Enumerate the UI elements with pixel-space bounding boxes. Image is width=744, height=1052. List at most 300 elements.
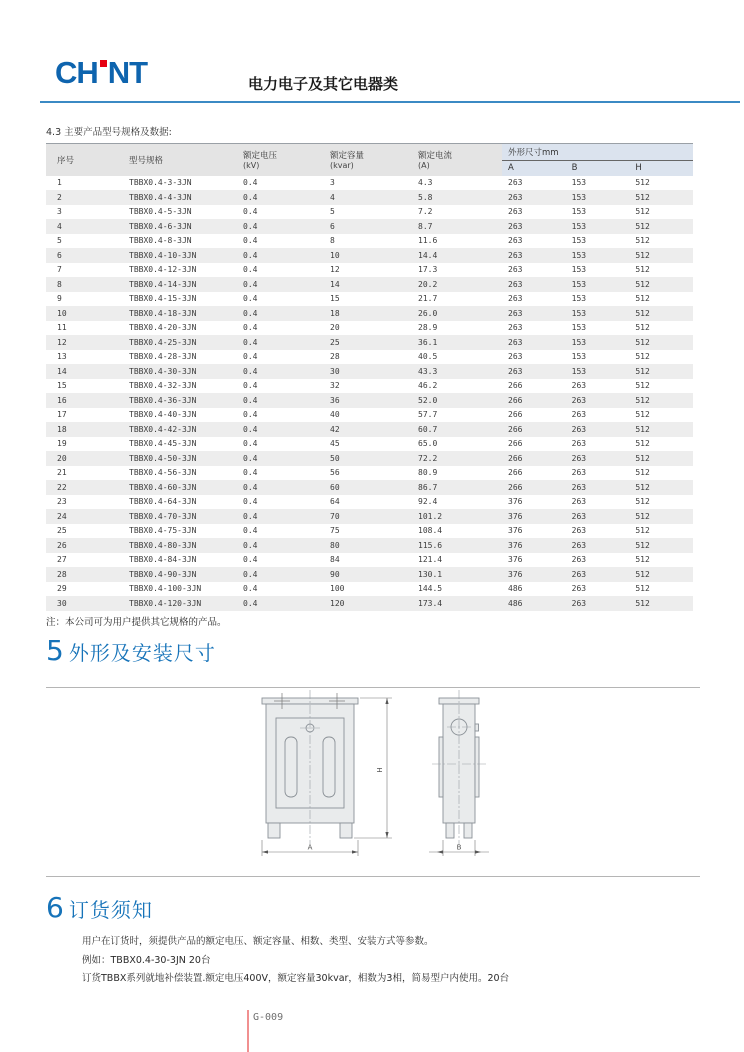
table-cell: 0.4 (240, 190, 327, 205)
table-cell: 512 (635, 236, 650, 246)
table-cell: 512 (635, 323, 650, 333)
table-row (46, 480, 693, 495)
table-cell: 0.4 (243, 323, 258, 333)
table-cell: 153 (571, 294, 587, 304)
table-cell: 30 (327, 364, 415, 379)
table-cell: 376 (508, 526, 523, 536)
table-row (46, 277, 693, 292)
table-cell: TBBX0.4-32-3JN (129, 381, 197, 391)
col-header-current-unit: (A) (418, 161, 430, 171)
table-cell: 153 (566, 306, 630, 321)
table-cell: 263 (571, 526, 587, 536)
table-cell: 512 (629, 451, 693, 466)
table-cell: 263 (508, 265, 523, 275)
col-header-voltage (240, 144, 327, 176)
table-cell: 100 (330, 584, 345, 594)
table-cell: TBBX0.4-4-3JN (125, 190, 240, 205)
table-cell: 0.4 (243, 265, 258, 275)
table-cell: 28 (330, 352, 340, 362)
table-cell: 512 (629, 567, 693, 582)
front-foot-right (340, 823, 352, 838)
table-cell: 512 (629, 219, 693, 234)
table-cell: 153 (571, 352, 587, 362)
table-cell: 263 (502, 190, 566, 205)
table-cell: 90 (327, 567, 415, 582)
table-cell: 12 (46, 335, 125, 350)
table-cell: 512 (635, 584, 650, 594)
table-cell: 18 (327, 306, 415, 321)
section6-title: 订货须知 (68, 898, 153, 922)
table-cell: 512 (629, 538, 693, 553)
table-cell: 512 (635, 468, 650, 478)
table-row (46, 553, 693, 568)
table-cell: TBBX0.4-60-3JN (125, 480, 240, 495)
side-flange-left (439, 737, 443, 797)
table-cell: 153 (566, 277, 630, 292)
table-cell: 512 (629, 596, 693, 611)
dim-label-b: B (456, 843, 462, 852)
table-cell: 3 (57, 207, 62, 217)
table-cell: 263 (502, 335, 566, 350)
table-cell: TBBX0.4-18-3JN (125, 306, 240, 321)
table-cell: 4.3 (418, 178, 433, 188)
table-cell: 14.4 (415, 248, 502, 263)
table-row (46, 379, 693, 394)
table-cell: 27 (57, 555, 67, 565)
table-cell: TBBX0.4-100-3JN (129, 584, 202, 594)
table-cell: 5 (330, 207, 335, 217)
table-cell: 0.4 (240, 335, 327, 350)
table-cell: 22 (46, 480, 125, 495)
table-cell: 12 (330, 265, 340, 275)
col-header-model: 型号规格 (125, 144, 240, 176)
table-cell: 46.2 (418, 381, 438, 391)
table-cell: 42 (327, 422, 415, 437)
table-cell: 18 (46, 422, 125, 437)
table-cell: 23 (57, 497, 67, 507)
table-cell: 10 (327, 248, 415, 263)
table-cell: 512 (635, 381, 650, 391)
spec-table (46, 143, 693, 611)
table-row (46, 205, 693, 220)
spec-table-body (46, 176, 693, 611)
table-cell: 263 (502, 277, 566, 292)
table-cell: TBBX0.4-40-3JN (129, 410, 197, 420)
page-code: G-009 (253, 1012, 284, 1023)
table-cell: 21.7 (418, 294, 438, 304)
table-cell: 263 (502, 248, 566, 263)
table-cell: 40.5 (418, 352, 438, 362)
table-cell: 0.4 (243, 381, 258, 391)
table-cell: TBBX0.4-15-3JN (129, 294, 197, 304)
table-row (46, 524, 693, 539)
table-cell: 144.5 (418, 584, 443, 594)
table-cell: 43.3 (415, 364, 502, 379)
table-cell: 0.4 (240, 480, 327, 495)
table-cell: 0.4 (240, 364, 327, 379)
table-cell: TBBX0.4-120-3JN (125, 596, 240, 611)
table-cell: TBBX0.4-28-3JN (129, 352, 197, 362)
table-cell: 11 (57, 323, 67, 333)
category-title: 电力电子及其它电器类 (248, 75, 399, 93)
table-cell: 8 (46, 277, 125, 292)
table-cell: 512 (635, 207, 650, 217)
table-cell: 266 (508, 381, 523, 391)
table-cell: 84 (330, 555, 340, 565)
section6-divider (46, 876, 700, 877)
side-flange-right (475, 737, 479, 797)
table-cell: 7.2 (418, 207, 433, 217)
table-cell: 0.4 (243, 555, 258, 565)
footer-red-line (247, 1010, 249, 1052)
table-cell: 0.4 (243, 207, 258, 217)
ordering-notes (82, 933, 509, 989)
table-cell: 263 (566, 596, 630, 611)
table-row (46, 219, 693, 234)
table-cell: 263 (566, 393, 630, 408)
table-cell: 0.4 (240, 567, 327, 582)
table-cell: 15 (330, 294, 340, 304)
table-cell: TBBX0.4-90-3JN (125, 567, 240, 582)
table-cell: 512 (635, 294, 650, 304)
table-cell: 263 (502, 219, 566, 234)
table-cell: 52.0 (415, 393, 502, 408)
table-cell: 0.4 (240, 219, 327, 234)
table-cell: 130.1 (415, 567, 502, 582)
table-cell: 0.4 (243, 584, 258, 594)
table-cell: TBBX0.4-14-3JN (125, 277, 240, 292)
table-cell: TBBX0.4-50-3JN (125, 451, 240, 466)
table-cell: 0.4 (240, 509, 327, 524)
table-cell: 0.4 (240, 277, 327, 292)
table-cell: TBBX0.4-36-3JN (125, 393, 240, 408)
table-cell: 14 (46, 364, 125, 379)
section5-number: 5 (46, 634, 64, 667)
table-cell: 263 (566, 422, 630, 437)
header-divider (40, 101, 740, 103)
table-cell: TBBX0.4-45-3JN (129, 439, 197, 449)
table-cell: 36 (327, 393, 415, 408)
table-cell: 512 (635, 526, 650, 536)
table-cell: 115.6 (415, 538, 502, 553)
table-cell: 153 (571, 323, 587, 333)
table-cell: 376 (502, 538, 566, 553)
table-cell: 512 (629, 306, 693, 321)
table-cell: 19 (57, 439, 67, 449)
section4-note: 注：本公司可为用户提供其它规格的产品。 (46, 617, 227, 628)
table-cell: 153 (566, 190, 630, 205)
table-cell: 0.4 (240, 306, 327, 321)
table-cell: 263 (508, 352, 523, 362)
table-cell: TBBX0.4-30-3JN (125, 364, 240, 379)
table-cell: 376 (502, 567, 566, 582)
table-cell: 4 (327, 190, 415, 205)
table-row (46, 393, 693, 408)
table-cell: 512 (635, 178, 650, 188)
table-row (46, 350, 693, 365)
front-foot-left (268, 823, 280, 838)
table-row (46, 422, 693, 437)
table-cell: 376 (508, 555, 523, 565)
table-cell: 263 (508, 207, 523, 217)
table-cell: 263 (502, 306, 566, 321)
table-cell: 32 (330, 381, 340, 391)
table-cell: 75 (330, 526, 340, 536)
chint-logo (55, 55, 148, 90)
section5-title: 外形及安装尺寸 (68, 641, 216, 665)
table-cell: 24 (46, 509, 125, 524)
table-cell: 92.4 (418, 497, 438, 507)
table-cell: 13 (57, 352, 67, 362)
table-cell: 153 (571, 178, 587, 188)
table-cell: TBBX0.4-25-3JN (125, 335, 240, 350)
outline-dimension-drawing (220, 688, 540, 872)
table-cell: 263 (566, 509, 630, 524)
table-cell: 263 (508, 323, 523, 333)
table-cell: 263 (571, 555, 587, 565)
table-cell: 56 (330, 468, 340, 478)
table-cell: 512 (629, 335, 693, 350)
table-cell: 0.4 (240, 596, 327, 611)
table-row (46, 292, 693, 307)
table-cell: 0.4 (243, 178, 258, 188)
table-row (46, 451, 693, 466)
table-cell: 25 (327, 335, 415, 350)
table-cell: 512 (635, 497, 650, 507)
table-cell: 36.1 (415, 335, 502, 350)
table-cell: 0.4 (243, 526, 258, 536)
table-cell: 153 (571, 207, 587, 217)
table-cell: 263 (571, 497, 587, 507)
table-cell: 153 (571, 236, 587, 246)
table-cell: 263 (566, 538, 630, 553)
col-header-capacity-label: 额定容量 (330, 151, 365, 162)
table-row (46, 364, 693, 379)
table-cell: 11.6 (418, 236, 438, 246)
table-cell: 16 (46, 393, 125, 408)
table-row (46, 335, 693, 350)
table-cell: 8.7 (415, 219, 502, 234)
table-cell: 14 (327, 277, 415, 292)
section6-number: 6 (46, 891, 64, 924)
table-cell: 0.4 (240, 393, 327, 408)
table-cell: 486 (502, 596, 566, 611)
table-cell: 263 (571, 410, 587, 420)
table-cell: 512 (635, 439, 650, 449)
table-row (46, 567, 693, 582)
side-foot-left (446, 823, 454, 838)
side-terminal-bump (475, 724, 479, 731)
dim-label-a: A (307, 843, 313, 852)
table-cell: 15 (57, 381, 67, 391)
table-cell: TBBX0.4-64-3JN (129, 497, 197, 507)
table-row (46, 509, 693, 524)
table-cell: 486 (508, 584, 523, 594)
table-cell: 512 (635, 410, 650, 420)
table-cell: 263 (508, 236, 523, 246)
table-cell: 26.0 (415, 306, 502, 321)
table-cell: 0.4 (243, 352, 258, 362)
table-cell: 0.4 (243, 497, 258, 507)
table-cell: 4 (46, 219, 125, 234)
table-cell: 40 (330, 410, 340, 420)
col-header-dimensions-group: 外形尺寸mm (502, 144, 693, 161)
table-cell: 65.0 (418, 439, 438, 449)
table-cell: TBBX0.4-75-3JN (129, 526, 197, 536)
table-cell: 8 (330, 236, 335, 246)
table-row (46, 538, 693, 553)
table-cell: 21 (57, 468, 67, 478)
table-cell: 266 (508, 468, 523, 478)
table-cell: 0.4 (240, 248, 327, 263)
table-cell: 263 (502, 364, 566, 379)
table-cell: 60 (327, 480, 415, 495)
col-header-index: 序号 (46, 144, 125, 176)
col-header-current-label: 额定电流 (418, 151, 453, 162)
table-cell: 512 (629, 480, 693, 495)
table-cell: TBBX0.4-42-3JN (125, 422, 240, 437)
table-cell: 376 (508, 497, 523, 507)
table-cell: 17 (57, 410, 67, 420)
table-cell: 70 (327, 509, 415, 524)
table-cell: 1 (57, 178, 62, 188)
col-header-current (415, 144, 502, 176)
col-header-capacity (327, 144, 415, 176)
col-header-voltage-label: 额定电压 (243, 151, 278, 162)
table-cell: 5.8 (415, 190, 502, 205)
section6-heading (46, 891, 153, 924)
ordering-note-line2: 例如：TBBX0.4-30-3JN 20台 (82, 954, 211, 966)
table-cell: TBBX0.4-84-3JN (129, 555, 197, 565)
table-cell: TBBX0.4-20-3JN (129, 323, 197, 333)
table-cell: 60.7 (415, 422, 502, 437)
table-cell: 29 (57, 584, 67, 594)
table-cell: 266 (502, 393, 566, 408)
table-cell: 153 (566, 248, 630, 263)
table-cell: TBBX0.4-70-3JN (125, 509, 240, 524)
table-cell: 263 (571, 439, 587, 449)
table-row (46, 596, 693, 611)
table-cell: 266 (508, 439, 523, 449)
table-cell: 20.2 (415, 277, 502, 292)
table-cell: 86.7 (415, 480, 502, 495)
table-cell: 20 (330, 323, 340, 333)
table-cell: 72.2 (415, 451, 502, 466)
table-cell: 121.4 (418, 555, 443, 565)
table-row (46, 248, 693, 263)
table-cell: TBBX0.4-12-3JN (129, 265, 197, 275)
table-cell: 153 (566, 219, 630, 234)
table-cell: 45 (330, 439, 340, 449)
table-cell: 0.4 (243, 439, 258, 449)
table-cell: 120 (327, 596, 415, 611)
table-cell: TBBX0.4-80-3JN (125, 538, 240, 553)
table-cell: 30 (46, 596, 125, 611)
table-cell: 6 (46, 248, 125, 263)
table-cell: 512 (635, 265, 650, 275)
table-row (46, 190, 693, 205)
table-cell: 263 (571, 468, 587, 478)
table-cell: 266 (508, 410, 523, 420)
table-row (46, 176, 693, 191)
spec-table-header (46, 144, 693, 176)
table-row (46, 582, 693, 597)
table-cell: 57.7 (418, 410, 438, 420)
table-row (46, 306, 693, 321)
table-cell: 512 (635, 352, 650, 362)
col-header-dim-a: A (502, 161, 566, 176)
table-cell: 263 (508, 294, 523, 304)
table-cell: 263 (566, 451, 630, 466)
ordering-note-line1: 用户在订货时，须提供产品的额定电压、额定容量、相数、类型、安装方式等参数。 (82, 936, 434, 947)
table-cell: 0.4 (243, 410, 258, 420)
col-header-dim-b: B (566, 161, 630, 176)
table-cell: 153 (571, 265, 587, 275)
table-cell: 6 (327, 219, 415, 234)
table-row (46, 321, 693, 336)
table-row (46, 263, 693, 278)
table-cell: 266 (502, 422, 566, 437)
table-cell: 512 (629, 277, 693, 292)
table-row (46, 466, 693, 481)
table-cell: 263 (508, 178, 523, 188)
section5-heading (46, 634, 216, 667)
table-cell: 512 (629, 364, 693, 379)
col-header-capacity-unit: (kvar) (330, 161, 354, 171)
table-cell: 0.4 (243, 236, 258, 246)
table-cell: TBBX0.4-6-3JN (125, 219, 240, 234)
table-cell: 108.4 (418, 526, 443, 536)
table-cell: 266 (502, 451, 566, 466)
table-cell: 263 (566, 480, 630, 495)
table-cell: 0.4 (243, 468, 258, 478)
table-cell: 512 (629, 248, 693, 263)
table-row (46, 495, 693, 510)
table-cell: 50 (327, 451, 415, 466)
logo-text-right: NT (107, 55, 148, 90)
table-cell: 512 (629, 190, 693, 205)
col-header-dim-h: H (629, 161, 693, 176)
table-cell: 263 (566, 567, 630, 582)
table-cell: 512 (629, 509, 693, 524)
table-row (46, 408, 693, 423)
table-cell: 5 (57, 236, 62, 246)
table-cell: 20 (46, 451, 125, 466)
table-cell: TBBX0.4-10-3JN (125, 248, 240, 263)
table-cell: 263 (571, 584, 587, 594)
table-cell: TBBX0.4-3-3JN (129, 178, 192, 188)
table-cell: 2 (46, 190, 125, 205)
table-cell: 263 (571, 381, 587, 391)
dim-label-h: H (376, 767, 384, 773)
table-cell: 26 (46, 538, 125, 553)
table-row (46, 234, 693, 249)
col-header-voltage-unit: (kV) (243, 161, 260, 171)
table-cell: 80 (327, 538, 415, 553)
table-cell: 0.4 (240, 422, 327, 437)
table-cell: TBBX0.4-56-3JN (129, 468, 197, 478)
table-row (46, 437, 693, 452)
ordering-note-line3: 订货TBBX系列就地补偿装置.额定电压400V，额定容量30kvar，相数为3相，简易型户内使用。20台 (82, 973, 510, 984)
table-cell: TBBX0.4-8-3JN (129, 236, 192, 246)
table-cell: 153 (566, 335, 630, 350)
side-foot-right (464, 823, 472, 838)
table-cell: 0.4 (243, 294, 258, 304)
logo-red-dot-icon (100, 60, 107, 67)
table-cell: 266 (502, 480, 566, 495)
section4-intro: 4.3 主要产品型号规格及数据: (46, 127, 172, 138)
table-cell: 80.9 (418, 468, 438, 478)
